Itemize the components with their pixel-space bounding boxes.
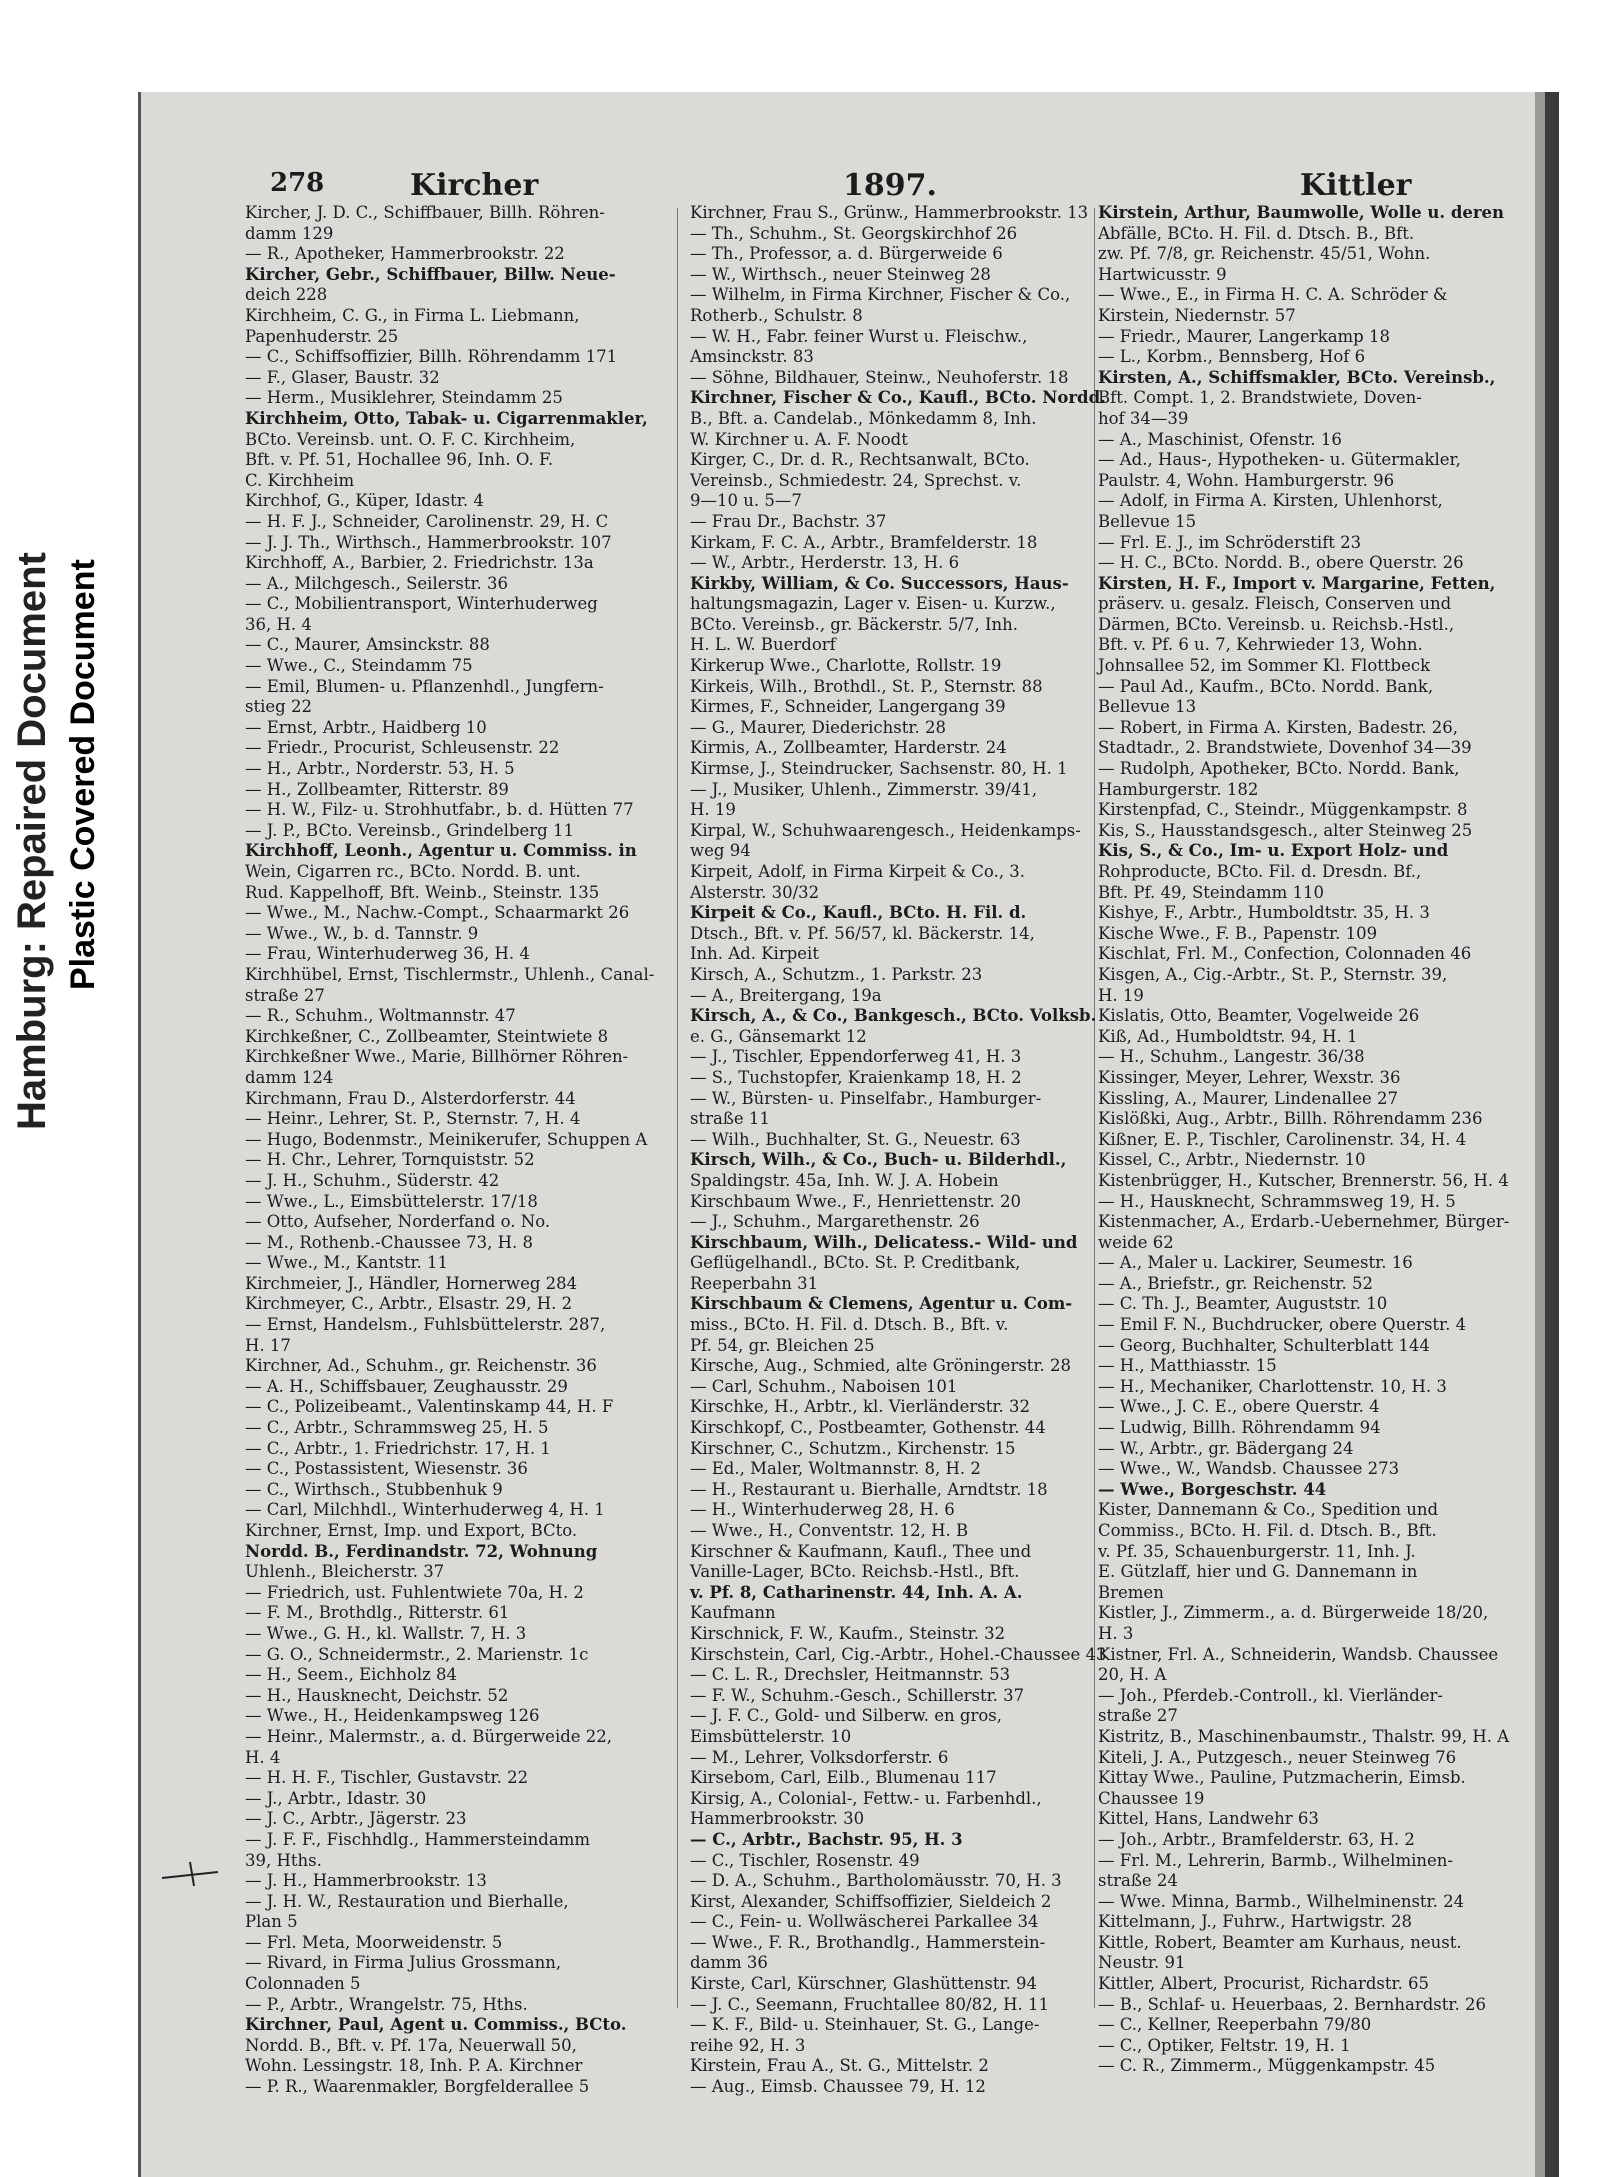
entry-line: Kaufmann bbox=[690, 1603, 776, 1623]
entry-line: Commiss., BCto. H. Fil. d. Dtsch. B., Bft. bbox=[1098, 1521, 1437, 1540]
entry-line: H. 17 bbox=[245, 1335, 291, 1355]
entry-line: C. Kirchheim bbox=[245, 470, 355, 490]
entry-line: Kirst, Alexander, Schiffsoffizier, Sieldeich 2 bbox=[690, 1891, 1052, 1911]
entry-line: — Frl. E. J., im Schröderstift 23 bbox=[1098, 532, 1362, 552]
entry-line: Kittel, Hans, Landwehr 63 bbox=[1098, 1809, 1319, 1829]
entry-line: — Wwe., G. H., kl. Wallstr. 7, H. 3 bbox=[245, 1623, 527, 1643]
entry-line: — Hugo, Bodenmstr., Meinikerufer, Schuppen A bbox=[245, 1129, 648, 1149]
entry-line: Kislatis, Otto, Beamter, Vogelweide 26 bbox=[1098, 1006, 1420, 1026]
entry-line: H. 19 bbox=[690, 800, 736, 820]
entry-heading-line: Kirschbaum, Wilh., Delicatess.- Wild- und bbox=[690, 1232, 1078, 1252]
entry-line: Reeperbahn 31 bbox=[690, 1273, 819, 1293]
entry-line: — P., Arbtr., Wrangelstr. 75, Hths. bbox=[245, 1994, 528, 2014]
entry-line: — Frau, Winterhuderweg 36, H. 4 bbox=[245, 944, 530, 964]
entry-line: — C., Mobilientransport, Winterhuderweg bbox=[245, 594, 598, 614]
entry-line: — J. H., Schuhm., Süderstr. 42 bbox=[245, 1170, 500, 1190]
entry-line: — Paul Ad., Kaufm., BCto. Nordd. Bank, bbox=[1098, 676, 1434, 696]
entry-line: straße 27 bbox=[1098, 1706, 1178, 1726]
directory-column-3 bbox=[1098, 203, 1513, 2076]
entry-line: — G. O., Schneidermstr., 2. Marienstr. 1c bbox=[245, 1644, 589, 1664]
entry-line: — Ernst, Arbtr., Haidberg 10 bbox=[245, 717, 487, 737]
entry-line: BCto. Vereinsb., gr. Bäckerstr. 5/7, Inh. bbox=[690, 614, 1019, 634]
entry-line: Eimsbüttelerstr. 10 bbox=[690, 1726, 852, 1746]
entry-line: — Robert, in Firma A. Kirsten, Badestr. 26, bbox=[1098, 717, 1458, 737]
entry-line: — W., Arbtr., gr. Bädergang 24 bbox=[1098, 1438, 1354, 1458]
entry-line: — B., Schlaf- u. Heuerbaas, 2. Bernhardstr. 26 bbox=[1098, 1994, 1486, 2014]
entry-line: Kirchner, Ad., Schuhm., gr. Reichenstr. 36 bbox=[245, 1356, 597, 1376]
entry-line: — C. R., Zimmerm., Müggenkampstr. 45 bbox=[1098, 2056, 1436, 2076]
entry-line: damm 129 bbox=[245, 223, 334, 243]
entry-line: — J. C., Seemann, Fruchtallee 80/82, H. 11 bbox=[690, 1994, 1049, 2014]
entry-line: Rud. Kappelhoff, Bft. Weinb., Steinstr. 135 bbox=[245, 882, 600, 902]
entry-line: Kisgen, A., Cig.-Arbtr., St. P., Sternstr. 39, bbox=[1098, 964, 1448, 984]
entry-line: Kistritz, B., Maschinenbaumstr., Thalstr. 99, H. A bbox=[1098, 1726, 1510, 1746]
entry-heading-line: Kirschbaum & Clemens, Agentur u. Com- bbox=[690, 1294, 1073, 1314]
entry-line: Kishye, F., Arbtr., Humboldtstr. 35, H. 3 bbox=[1098, 903, 1430, 923]
entry-line: Vanille-Lager, BCto. Reichsb.-Hstl., Bft. bbox=[690, 1562, 1020, 1582]
entry-line: Kistner, Frl. A., Schneiderin, Wandsb. Chaussee bbox=[1098, 1644, 1499, 1664]
entry-line: — Carl, Milchhdl., Winterhuderweg 4, H. 1 bbox=[245, 1500, 605, 1520]
entry-line: — Th., Schuhm., St. Georgskirchhof 26 bbox=[690, 223, 1018, 243]
entry-line: — C., Arbtr., 1. Friedrichstr. 17, H. 1 bbox=[245, 1438, 551, 1458]
entry-line: — Friedr., Maurer, Langerkamp 18 bbox=[1098, 326, 1390, 346]
entry-line: H. 3 bbox=[1098, 1623, 1134, 1643]
entry-line: Hammerbrookstr. 30 bbox=[690, 1809, 865, 1829]
entry-line: — Heinr., Malermstr., a. d. Bürgerweide 22, bbox=[245, 1726, 613, 1746]
entry-line: Hamburgerstr. 182 bbox=[1098, 779, 1259, 799]
entry-line: Vereinsb., Schmiedestr. 24, Sprechst. v. bbox=[690, 470, 1022, 490]
entry-line: — Emil F. N., Buchdrucker, obere Querstr. 4 bbox=[1098, 1315, 1467, 1335]
entry-line: — J., Tischler, Eppendorferweg 41, H. 3 bbox=[690, 1047, 1022, 1067]
entry-line: — K. F., Bild- u. Steinhauer, St. G., Lange- bbox=[690, 2015, 1040, 2035]
entry-line: — Carl, Schuhm., Naboisen 101 bbox=[690, 1376, 958, 1396]
column-divider bbox=[677, 208, 678, 2008]
entry-line: — Frau Dr., Bachstr. 37 bbox=[690, 511, 887, 531]
entry-line: Wohn. Lessingstr. 18, Inh. P. A. Kirchner bbox=[245, 2056, 583, 2076]
entry-line: — J. C., Arbtr., Jägerstr. 23 bbox=[245, 1809, 467, 1829]
entry-line: — H. F. J., Schneider, Carolinenstr. 29, H. C bbox=[245, 511, 609, 531]
entry-heading-line: Kirstein, Arthur, Baumwolle, Wolle u. deren bbox=[1098, 203, 1505, 222]
left-running-head: Kircher bbox=[410, 168, 539, 203]
entry-line: — Joh., Pferdeb.-Controll., kl. Vierländer- bbox=[1098, 1685, 1444, 1705]
entry-line: Kirsig, A., Colonial-, Fettw.- u. Farbenhdl., bbox=[690, 1788, 1042, 1808]
entry-line: stieg 22 bbox=[245, 697, 312, 717]
entry-line: Kirschstein, Carl, Cig.-Arbtr., Hohel.-Chaussee 43 bbox=[690, 1644, 1107, 1664]
entry-line: — Friedrich, ust. Fuhlentwiete 70a, H. 2 bbox=[245, 1582, 584, 1602]
entry-line: Kirpeit, Adolf, in Firma Kirpeit & Co., 3. bbox=[690, 862, 1026, 881]
entry-line: — Ludwig, Billh. Röhrendamm 94 bbox=[1098, 1418, 1381, 1438]
entry-line: Spaldingstr. 45a, Inh. W. J. A. Hobein bbox=[690, 1170, 999, 1190]
entry-line: — W., Wirthsch., neuer Steinweg 28 bbox=[690, 264, 991, 284]
entry-heading-line: Kirsch, Wilh., & Co., Buch- u. Bilderhdl., bbox=[690, 1150, 1067, 1170]
entry-line: Kirsebom, Carl, Eilb., Blumenau 117 bbox=[690, 1768, 997, 1788]
entry-line: Kirstein, Niedernstr. 57 bbox=[1098, 305, 1296, 325]
entry-line: Kirchheim, C. G., in Firma L. Liebmann, bbox=[245, 305, 580, 325]
entry-line: haltungsmagazin, Lager v. Eisen- u. Kurzw., bbox=[690, 594, 1056, 614]
entry-line: Kirschnick, F. W., Kaufm., Steinstr. 32 bbox=[690, 1623, 1006, 1643]
entry-line: — F. W., Schuhm.-Gesch., Schillerstr. 37 bbox=[690, 1685, 1025, 1705]
entry-line: Bft. v. Pf. 51, Hochallee 96, Inh. O. F. bbox=[245, 450, 554, 470]
entry-line: Amsinckstr. 83 bbox=[690, 347, 814, 367]
entry-line: Papenhuderstr. 25 bbox=[245, 326, 399, 346]
entry-line: — S., Tuchstopfer, Kraienkamp 18, H. 2 bbox=[690, 1067, 1022, 1087]
entry-line: Kißner, E. P., Tischler, Carolinenstr. 34, H. 4 bbox=[1098, 1129, 1467, 1149]
entry-line: Kiteli, J. A., Putzgesch., neuer Steinweg 76 bbox=[1098, 1747, 1457, 1767]
entry-line: Kirpal, W., Schuhwaarengesch., Heidenkamps- bbox=[690, 820, 1081, 840]
entry-line: — F. M., Brothdlg., Ritterstr. 61 bbox=[245, 1603, 510, 1623]
entry-line: — C., Postassistent, Wiesenstr. 36 bbox=[245, 1459, 528, 1479]
entry-line: — Wwe., J. C. E., obere Querstr. 4 bbox=[1098, 1397, 1380, 1417]
entry-line: — Rudolph, Apotheker, BCto. Nordd. Bank, bbox=[1098, 759, 1460, 779]
entry-line: — A., Maler u. Lackirer, Seumestr. 16 bbox=[1098, 1253, 1413, 1273]
entry-line: — H., Winterhuderweg 28, H. 6 bbox=[690, 1500, 955, 1520]
entry-line: H. 4 bbox=[245, 1747, 281, 1767]
entry-line: — H., Arbtr., Norderstr. 53, H. 5 bbox=[245, 759, 515, 779]
entry-line: Kistler, J., Zimmerm., a. d. Bürgerweide 18/20, bbox=[1098, 1603, 1489, 1623]
entry-heading-line: Kirsten, H. F., Import v. Margarine, Fetten, bbox=[1098, 573, 1496, 593]
entry-line: — C., Schiffsoffizier, Billh. Röhrendamm 171 bbox=[245, 347, 618, 367]
entry-line: Kirsche, Aug., Schmied, alte Gröningerstr. 28 bbox=[690, 1356, 1071, 1376]
entry-line: — Frl. M., Lehrerin, Barmb., Wilhelminen- bbox=[1098, 1850, 1453, 1870]
entry-line: — Wilhelm, in Firma Kirchner, Fischer & Co., bbox=[690, 285, 1071, 305]
entry-line: — P. R., Waarenmakler, Borgfelderallee 5 bbox=[245, 2077, 590, 2097]
entry-line: Stadtadr., 2. Brandstwiete, Dovenhof 34—39 bbox=[1098, 738, 1472, 758]
entry-line: straße 11 bbox=[690, 1109, 770, 1129]
entry-line: — C., Tischler, Rosenstr. 49 bbox=[690, 1850, 920, 1870]
entry-line: Kirchhof, G., Küper, Idastr. 4 bbox=[245, 491, 484, 511]
entry-line: — H., Schuhm., Langestr. 36/38 bbox=[1098, 1047, 1365, 1067]
entry-line: W. Kirchner u. A. F. Noodt bbox=[690, 429, 908, 449]
entry-line: Därmen, BCto. Vereinsb. u. Reichsb.-Hstl., bbox=[1098, 614, 1455, 634]
entry-line: — Wwe., M., Nachw.-Compt., Schaarmarkt 26 bbox=[245, 903, 630, 923]
entry-line: — Ernst, Handelsm., Fuhlsbüttelerstr. 287, bbox=[245, 1315, 606, 1335]
entry-line: — C., Fein- u. Wollwäscherei Parkallee 34 bbox=[690, 1912, 1039, 1932]
entry-line: Pf. 54, gr. Bleichen 25 bbox=[690, 1335, 875, 1355]
entry-line: Kirchkeßner, C., Zollbeamter, Steintwiete 8 bbox=[245, 1026, 609, 1046]
entry-line: — Wwe., H., Conventstr. 12, H. B bbox=[690, 1521, 969, 1540]
entry-heading-line: Kis, S., & Co., Im- u. Export Holz- und bbox=[1098, 841, 1449, 861]
entry-line: — J. F. C., Gold- und Silberw. en gros, bbox=[690, 1706, 1003, 1726]
entry-line: Rotherb., Schulstr. 8 bbox=[690, 305, 863, 325]
entry-line: Kirchmeier, J., Händler, Hornerweg 284 bbox=[245, 1273, 578, 1293]
entry-line: Kirschkopf, C., Postbeamter, Gothenstr. 44 bbox=[690, 1418, 1046, 1438]
entry-line: — Emil, Blumen- u. Pflanzenhdl., Jungfern- bbox=[245, 676, 604, 696]
entry-line: — C., Polizeibeamt., Valentinskamp 44, H. F bbox=[245, 1397, 614, 1417]
entry-line: Kirchner, Ernst, Imp. und Export, BCto. bbox=[245, 1521, 578, 1540]
entry-line: — Aug., Eimsb. Chaussee 79, H. 12 bbox=[690, 2077, 986, 2097]
entry-line: BCto. Vereinsb. unt. O. F. C. Kirchheim, bbox=[245, 429, 576, 449]
entry-heading-line: Kirsch, A., & Co., Bankgesch., BCto. Volksb. bbox=[690, 1006, 1097, 1026]
entry-line: B., Bft. a. Candelab., Mönkedamm 8, Inh. bbox=[690, 408, 1037, 428]
entry-line: Kissel, C., Arbtr., Niedernstr. 10 bbox=[1098, 1150, 1366, 1170]
entry-line: Kirchhübel, Ernst, Tischlermstr., Uhlenh., Canal- bbox=[245, 964, 655, 984]
entry-line: Chaussee 19 bbox=[1098, 1788, 1205, 1808]
entry-line: H. L. W. Buerdorf bbox=[690, 635, 836, 655]
entry-line: — Wwe., F. R., Brothandlg., Hammerstein- bbox=[690, 1932, 1046, 1952]
entry-line: — H., Hausknecht, Deichstr. 52 bbox=[245, 1685, 509, 1705]
entry-line: Wein, Cigarren rc., BCto. Nordd. B. unt. bbox=[245, 862, 581, 881]
entry-line: Kirschke, H., Arbtr., kl. Vierländerstr. 32 bbox=[690, 1397, 1030, 1417]
entry-line: damm 124 bbox=[245, 1067, 334, 1087]
entry-heading-line: Kirsten, A., Schiffsmakler, BCto. Vereinsb., bbox=[1098, 367, 1496, 387]
entry-line: — W., Bürsten- u. Pinselfabr., Hamburger- bbox=[690, 1088, 1042, 1108]
entry-line: — J. H., Hammerbrookstr. 13 bbox=[245, 1871, 487, 1891]
entry-line: — Wwe., L., Eimsbüttelerstr. 17/18 bbox=[245, 1191, 538, 1211]
entry-line: Paulstr. 4, Wohn. Hamburgerstr. 96 bbox=[1098, 470, 1395, 490]
entry-heading-line: v. Pf. 8, Catharinenstr. 44, Inh. A. A. bbox=[690, 1582, 1023, 1602]
entry-heading-line: Kirkby, William, & Co. Successors, Haus- bbox=[690, 573, 1069, 593]
sidebar bbox=[0, 0, 138, 2177]
entry-line: — Ad., Haus-, Hypotheken- u. Gütermakler, bbox=[1098, 450, 1461, 470]
entry-line: Kissinger, Meyer, Lehrer, Wexstr. 36 bbox=[1098, 1067, 1401, 1087]
entry-line: — J., Schuhm., Margarethenstr. 26 bbox=[690, 1212, 980, 1232]
entry-line: — J. H. W., Restauration und Bierhalle, bbox=[245, 1891, 569, 1911]
entry-line: 20, H. A bbox=[1098, 1665, 1167, 1685]
entry-line: — A., Briefstr., gr. Reichenstr. 52 bbox=[1098, 1273, 1373, 1293]
entry-line: Hartwicusstr. 9 bbox=[1098, 264, 1227, 284]
entry-line: Kirschner, C., Schutzm., Kirchenstr. 15 bbox=[690, 1438, 1016, 1458]
entry-line: — F., Glaser, Baustr. 32 bbox=[245, 367, 440, 387]
entry-line: — C. L. R., Drechsler, Heitmannstr. 53 bbox=[690, 1665, 1011, 1685]
entry-line: Kirchmeyer, C., Arbtr., Elsastr. 29, H. 2 bbox=[245, 1294, 573, 1314]
entry-line: Kirmis, A., Zollbeamter, Harderstr. 24 bbox=[690, 738, 1007, 758]
entry-line: Kistenmacher, A., Erdarb.-Uebernehmer, Bürger- bbox=[1098, 1212, 1510, 1232]
entry-line: 9—10 u. 5—7 bbox=[690, 491, 802, 511]
entry-line: damm 36 bbox=[690, 1953, 768, 1973]
entry-line: Kirkeis, Wilh., Brothdl., St. P., Sternstr. 88 bbox=[690, 676, 1043, 696]
entry-line: Kittle, Robert, Beamter am Kurhaus, neust. bbox=[1098, 1932, 1462, 1952]
entry-line: — M., Lehrer, Volksdorferstr. 6 bbox=[690, 1747, 949, 1767]
entry-heading-line: Kirchner, Fischer & Co., Kaufl., BCto. Nordd. bbox=[690, 388, 1106, 408]
entry-line: — H., Mechaniker, Charlottenstr. 10, H. 3 bbox=[1098, 1376, 1447, 1396]
entry-line: — J. F. F., Fischhdlg., Hammersteindamm bbox=[245, 1829, 591, 1849]
entry-line: Kirchhoff, A., Barbier, 2. Friedrichstr. 13a bbox=[245, 553, 594, 573]
entry-line: 36, H. 4 bbox=[245, 614, 312, 634]
pen-mark bbox=[160, 1858, 220, 1888]
entry-line: — H. H. F., Tischler, Gustavstr. 22 bbox=[245, 1768, 529, 1788]
entry-heading-line: Kircher, Gebr., Schiffbauer, Billw. Neue- bbox=[245, 264, 616, 284]
entry-line: — J., Musiker, Uhlenh., Zimmerstr. 39/41, bbox=[690, 779, 1038, 799]
entry-line: Kirstein, Frau A., St. G., Mittelstr. 2 bbox=[690, 2056, 989, 2076]
entry-line: — Wwe., C., Steindamm 75 bbox=[245, 656, 473, 676]
entry-line: Johnsallee 52, im Sommer Kl. Flottbeck bbox=[1098, 656, 1431, 676]
entry-line: Inh. Ad. Kirpeit bbox=[690, 944, 819, 964]
entry-line: Kirstenpfad, C., Steindr., Müggenkampstr. 8 bbox=[1098, 800, 1468, 820]
entry-line: — A., Milchgesch., Seilerstr. 36 bbox=[245, 573, 509, 593]
entry-line: Bellevue 15 bbox=[1098, 511, 1197, 531]
entry-line: — J. J. Th., Wirthsch., Hammerbrookstr. 107 bbox=[245, 532, 612, 552]
directory-column-1 bbox=[245, 203, 658, 2097]
entry-line: — Wwe., M., Kantstr. 11 bbox=[245, 1253, 449, 1273]
entry-line: Kittay Wwe., Pauline, Putzmacherin, Eimsb. bbox=[1098, 1768, 1466, 1788]
entry-line: Bft. v. Pf. 6 u. 7, Kehrwieder 13, Wohn. bbox=[1098, 635, 1423, 655]
right-running-head: Kittler bbox=[1300, 168, 1412, 203]
entry-line: Geflügelhandl., BCto. St. P. Creditbank, bbox=[690, 1253, 1021, 1273]
entry-line: — C., Maurer, Amsinckstr. 88 bbox=[245, 635, 490, 655]
entry-heading-line: Kirchhoff, Leonh., Agentur u. Commiss. in bbox=[245, 841, 637, 861]
entry-line: Bft. Compt. 1, 2. Brandstwiete, Doven- bbox=[1098, 388, 1422, 408]
entry-line: Uhlenh., Bleicherstr. 37 bbox=[245, 1562, 445, 1582]
entry-line: Nordd. B., Bft. v. Pf. 17a, Neuerwall 50, bbox=[245, 2035, 577, 2055]
page-edge-shadow bbox=[1535, 92, 1545, 2177]
entry-line: Rohproducte, BCto. Fil. d. Dresdn. Bf., bbox=[1098, 862, 1422, 881]
entry-line: Alsterstr. 30/32 bbox=[690, 882, 820, 902]
entry-line: — H., Hausknecht, Schrammsweg 19, H. 5 bbox=[1098, 1191, 1456, 1211]
entry-heading-line: Kirchner, Paul, Agent u. Commiss., BCto. bbox=[245, 2015, 627, 2035]
entry-line: weg 94 bbox=[690, 841, 751, 861]
page-header bbox=[270, 168, 1515, 208]
entry-line: — R., Schuhm., Woltmannstr. 47 bbox=[245, 1006, 516, 1026]
entry-line: — Söhne, Bildhauer, Steinw., Neuhoferstr. 18 bbox=[690, 367, 1069, 387]
entry-line: — Friedr., Procurist, Schleusenstr. 22 bbox=[245, 738, 560, 758]
entry-line: — H., Matthiasstr. 15 bbox=[1098, 1356, 1277, 1376]
entry-heading-line: Kirchheim, Otto, Tabak- u. Cigarrenmakler, bbox=[245, 408, 648, 428]
entry-line: Kislößki, Aug., Arbtr., Billh. Röhrendamm 236 bbox=[1098, 1109, 1483, 1129]
entry-line: — Wwe., W., b. d. Tannstr. 9 bbox=[245, 923, 479, 943]
entry-line: straße 24 bbox=[1098, 1871, 1178, 1891]
entry-line: miss., BCto. H. Fil. d. Dtsch. B., Bft. v. bbox=[690, 1315, 1009, 1335]
entry-line: — H., Seem., Eichholz 84 bbox=[245, 1665, 458, 1685]
entry-line: — Th., Professor, a. d. Bürgerweide 6 bbox=[690, 244, 1003, 264]
entry-line: Kirger, C., Dr. d. R., Rechtsanwalt, BCto. bbox=[690, 450, 1030, 470]
entry-line: Kister, Dannemann & Co., Spedition und bbox=[1098, 1500, 1439, 1520]
entry-line: — H. C., BCto. Nordd. B., obere Querstr. 26 bbox=[1098, 553, 1464, 573]
document-tag-plastic-covered: Plastic Covered Document bbox=[64, 559, 102, 990]
entry-line: — W. H., Fabr. feiner Wurst u. Fleischw., bbox=[690, 326, 1028, 346]
entry-line: Neustr. 91 bbox=[1098, 1953, 1186, 1973]
entry-line: hof 34—39 bbox=[1098, 408, 1189, 428]
entry-line: Kis, S., Hausstandsgesch., alter Steinweg 25 bbox=[1098, 820, 1473, 840]
entry-line: — D. A., Schuhm., Bartholomäusstr. 70, H. 3 bbox=[690, 1871, 1062, 1891]
entry-line: — H., Zollbeamter, Ritterstr. 89 bbox=[245, 779, 509, 799]
entry-line: — Otto, Aufseher, Norderfand o. No. bbox=[245, 1212, 551, 1232]
entry-line: — Wwe., H., Heidenkampsweg 126 bbox=[245, 1706, 540, 1726]
entry-line: — J., Arbtr., Idastr. 30 bbox=[245, 1788, 427, 1808]
document-tag-repaired: Hamburg: Repaired Document bbox=[10, 552, 54, 1130]
entry-line: — Adolf, in Firma A. Kirsten, Uhlenhorst, bbox=[1098, 491, 1443, 511]
page-number: 278 bbox=[270, 168, 325, 198]
entry-line: H. 19 bbox=[1098, 985, 1144, 1005]
page-binding-edge bbox=[1545, 92, 1559, 2177]
entry-line: Kirkerup Wwe., Charlotte, Rollstr. 19 bbox=[690, 656, 1002, 676]
entry-line: — H. Chr., Lehrer, Tornquiststr. 52 bbox=[245, 1150, 535, 1170]
entry-line: deich 228 bbox=[245, 285, 328, 305]
entry-line: reihe 92, H. 3 bbox=[690, 2035, 806, 2055]
year-heading: 1897. bbox=[843, 168, 937, 203]
entry-line: Kischlat, Frl. M., Confection, Colonnaden 46 bbox=[1098, 944, 1472, 964]
entry-line: Kirschbaum Wwe., F., Henriettenstr. 20 bbox=[690, 1191, 1021, 1211]
entry-heading-line: Kirpeit & Co., Kaufl., BCto. H. Fil. d. bbox=[690, 903, 1027, 923]
entry-heading-line: — Wwe., Borgeschstr. 44 bbox=[1098, 1479, 1327, 1499]
entry-line: Kirkam, F. C. A., Arbtr., Bramfelderstr. 18 bbox=[690, 532, 1038, 552]
entry-line: Bellevue 13 bbox=[1098, 697, 1197, 717]
entry-line: Kittelmann, J., Fuhrw., Hartwigstr. 28 bbox=[1098, 1912, 1413, 1932]
entry-line: straße 27 bbox=[245, 985, 325, 1005]
entry-line: Bft. Pf. 49, Steindamm 110 bbox=[1098, 882, 1324, 902]
entry-line: 39, Hths. bbox=[245, 1850, 322, 1870]
entry-line: — Frl. Meta, Moorweidenstr. 5 bbox=[245, 1932, 503, 1952]
entry-line: — Wwe. Minna, Barmb., Wilhelminenstr. 24 bbox=[1098, 1891, 1465, 1911]
entry-line: — G., Maurer, Diederichstr. 28 bbox=[690, 717, 946, 737]
entry-line: Bremen bbox=[1098, 1582, 1164, 1602]
entry-line: Kirsch, A., Schutzm., 1. Parkstr. 23 bbox=[690, 964, 983, 984]
entry-line: Abfälle, BCto. H. Fil. d. Dtsch. B., Bft. bbox=[1098, 223, 1415, 243]
entry-line: — Georg, Buchhalter, Schulterblatt 144 bbox=[1098, 1335, 1430, 1355]
entry-line: — R., Apotheker, Hammerbrookstr. 22 bbox=[245, 244, 565, 264]
entry-line: — W., Arbtr., Herderstr. 13, H. 6 bbox=[690, 553, 960, 573]
entry-line: Kirmes, F., Schneider, Langergang 39 bbox=[690, 697, 1006, 717]
entry-line: Kirmse, J., Steindrucker, Sachsenstr. 80, H. 1 bbox=[690, 759, 1068, 779]
entry-line: — H. W., Filz- u. Strohhutfabr., b. d. Hütten 77 bbox=[245, 800, 634, 820]
entry-line: — Heinr., Lehrer, St. P., Sternstr. 7, H. 4 bbox=[245, 1109, 581, 1129]
entry-line: Kirschner & Kaufmann, Kaufl., Thee und bbox=[690, 1541, 1032, 1561]
entry-line: — Joh., Arbtr., Bramfelderstr. 63, H. 2 bbox=[1098, 1829, 1415, 1849]
entry-line: Kirchner, Frau S., Grünw., Hammerbrookstr. 13 bbox=[690, 203, 1089, 222]
entry-line: Plan 5 bbox=[245, 1912, 298, 1932]
entry-line: Kistenbrügger, H., Kutscher, Brennerstr. 56, H. 4 bbox=[1098, 1170, 1509, 1190]
entry-line: — C., Wirthsch., Stubbenhuk 9 bbox=[245, 1479, 503, 1499]
entry-line: Kittler, Albert, Procurist, Richardstr. 65 bbox=[1098, 1974, 1430, 1994]
entry-line: — C., Optiker, Feltstr. 19, H. 1 bbox=[1098, 2035, 1351, 2055]
entry-line: — Wilh., Buchhalter, St. G., Neuestr. 63 bbox=[690, 1129, 1021, 1149]
entry-line: — J. P., BCto. Vereinsb., Grindelberg 11 bbox=[245, 820, 574, 840]
entry-line: — L., Korbm., Bennsberg, Hof 6 bbox=[1098, 347, 1366, 367]
directory-column-2 bbox=[690, 203, 1107, 2097]
entry-line: — Ed., Maler, Woltmannstr. 8, H. 2 bbox=[690, 1459, 981, 1479]
entry-line: Kiß, Ad., Humboldtstr. 94, H. 1 bbox=[1098, 1026, 1358, 1046]
entry-line: Kirchkeßner Wwe., Marie, Billhörner Röhren- bbox=[245, 1047, 629, 1067]
entry-line: — Rivard, in Firma Julius Grossmann, bbox=[245, 1953, 562, 1973]
entry-line: präserv. u. gesalz. Fleisch, Conserven und bbox=[1098, 594, 1452, 614]
entry-line: — H., Restaurant u. Bierhalle, Arndtstr. 18 bbox=[690, 1479, 1048, 1499]
entry-line: Kische Wwe., F. B., Papenstr. 109 bbox=[1098, 923, 1378, 943]
entry-line: Colonnaden 5 bbox=[245, 1974, 361, 1994]
entry-line: — A., Breitergang, 19a bbox=[690, 985, 882, 1005]
entry-line: zw. Pf. 7/8, gr. Reichenstr. 45/51, Wohn. bbox=[1098, 244, 1431, 264]
entry-line: — Wwe., E., in Firma H. C. A. Schröder & bbox=[1098, 285, 1448, 305]
entry-line: — C., Kellner, Reeperbahn 79/80 bbox=[1098, 2015, 1372, 2035]
entry-line: Kirchmann, Frau D., Alsterdorferstr. 44 bbox=[245, 1088, 576, 1108]
entry-line: — A., Maschinist, Ofenstr. 16 bbox=[1098, 429, 1342, 449]
entry-line: e. G., Gänsemarkt 12 bbox=[690, 1026, 867, 1046]
entry-heading-line: — C., Arbtr., Bachstr. 95, H. 3 bbox=[690, 1829, 963, 1849]
entry-line: v. Pf. 35, Schauenburgerstr. 11, Inh. J. bbox=[1098, 1541, 1416, 1561]
entry-line: Dtsch., Bft. v. Pf. 56/57, kl. Bäckerstr. 14, bbox=[690, 923, 1035, 943]
entry-line: — A. H., Schiffsbauer, Zeughausstr. 29 bbox=[245, 1376, 568, 1396]
entry-line: — Wwe., W., Wandsb. Chaussee 273 bbox=[1098, 1459, 1400, 1479]
entry-line: — Herm., Musiklehrer, Steindamm 25 bbox=[245, 388, 563, 408]
entry-heading-line: Nordd. B., Ferdinandstr. 72, Wohnung bbox=[245, 1541, 598, 1561]
entry-line: — C., Arbtr., Schrammsweg 25, H. 5 bbox=[245, 1418, 549, 1438]
entry-line: Kissling, A., Maurer, Lindenallee 27 bbox=[1098, 1088, 1398, 1108]
entry-line: Kirste, Carl, Kürschner, Glashüttenstr. 94 bbox=[690, 1974, 1038, 1994]
entry-line: Kircher, J. D. C., Schiffbauer, Billh. Röhren- bbox=[245, 203, 605, 222]
entry-line: weide 62 bbox=[1098, 1232, 1174, 1252]
entry-line: — C. Th. J., Beamter, Auguststr. 10 bbox=[1098, 1294, 1388, 1314]
entry-line: — M., Rothenb.-Chaussee 73, H. 8 bbox=[245, 1232, 534, 1252]
entry-line: E. Gützlaff, hier und G. Dannemann in bbox=[1098, 1562, 1418, 1582]
